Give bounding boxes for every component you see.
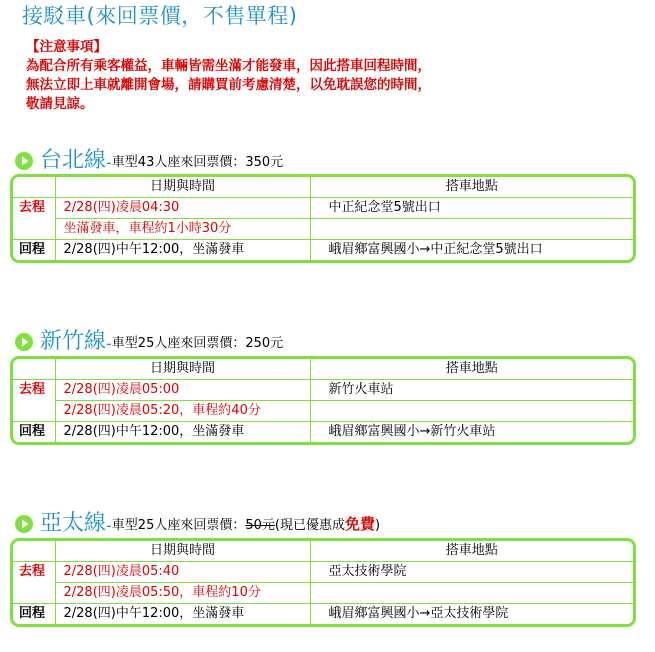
- return-label: 回程: [19, 606, 46, 621]
- route-price-info: [112, 513, 380, 537]
- price-prefix: 車型25人座來回票價：: [111, 518, 246, 533]
- notice-line: 無法立即上車就離開會場，請購買前考慮清楚，以免耽誤您的時間，: [26, 77, 431, 93]
- return-time: 2/28(四)中午12:00，坐滿發車: [55, 604, 310, 625]
- return-time: 2/28(四)中午12:00，坐滿發車: [55, 240, 310, 261]
- header-location: 搭車地點: [310, 541, 633, 562]
- return-label: 回程: [19, 242, 46, 257]
- route-name: 亞太線: [40, 511, 107, 536]
- outbound-label: 去程: [13, 380, 55, 422]
- route-price-info: 車型25人座來回票價：250元: [111, 336, 284, 351]
- header-datetime: 日期與時間: [55, 359, 310, 380]
- price-note-close: ): [374, 518, 381, 533]
- outbound-time-note: 2/28(四)凌晨05:20，車程約40分: [55, 401, 310, 422]
- header-datetime: 日期與時間: [55, 177, 310, 198]
- outbound-location: 新竹火車站: [310, 380, 633, 401]
- route-play-icon: [14, 151, 34, 171]
- free-badge: 免費: [344, 515, 375, 533]
- return-time: 2/28(四)中午12:00，坐滿發車: [55, 422, 310, 443]
- route-table-taipei: [10, 174, 636, 263]
- outbound-label: 去程: [13, 198, 55, 240]
- outbound-time-note: 2/28(四)凌晨05:50，車程約10分: [55, 583, 310, 604]
- notice-line: 敬請見諒。: [26, 96, 94, 112]
- outbound-time: 2/28(四)凌晨05:00: [55, 380, 310, 401]
- header-datetime: 日期與時間: [55, 541, 310, 562]
- page-title: 接駁車(來回票價，不售單程): [22, 4, 298, 28]
- route-dash: -: [106, 153, 112, 172]
- outbound-location: [310, 401, 633, 422]
- route-table-hsinchu: [10, 356, 636, 445]
- route-header-asia-pacific: [14, 507, 380, 537]
- outbound-label: 去程: [13, 562, 55, 604]
- route-play-icon: [14, 332, 34, 352]
- route-name: 新竹線: [40, 329, 107, 354]
- return-location: 峨眉鄉富興國小→亞太技術學院: [310, 604, 633, 625]
- route-name: 台北線: [40, 148, 107, 173]
- outbound-location: [310, 219, 633, 240]
- route-header-hsinchu: [14, 325, 283, 355]
- route-header-taipei: [14, 144, 283, 174]
- route-play-icon: [14, 514, 34, 534]
- notice-heading: 【注意事項】: [26, 39, 107, 55]
- outbound-time: 2/28(四)凌晨05:40: [55, 562, 310, 583]
- header-location: 搭車地點: [310, 359, 633, 380]
- route-dash: -: [106, 334, 112, 353]
- notice-line: 為配合所有乘客權益，車輛皆需坐滿才能發車，因此搭車回程時間，: [26, 58, 431, 74]
- outbound-location: 中正紀念堂5號出口: [310, 198, 633, 219]
- notice: [26, 38, 431, 114]
- return-location: 峨眉鄉富興國小→中正紀念堂5號出口: [310, 240, 633, 261]
- route-price-info: 車型43人座來回票價：350元: [111, 155, 284, 170]
- outbound-time-note: 坐滿發車，車程約1小時30分: [55, 219, 310, 240]
- return-location: 峨眉鄉富興國小→新竹火車站: [310, 422, 633, 443]
- route-table-asia-pacific: [10, 538, 636, 627]
- outbound-time: 2/28(四)凌晨04:30: [55, 198, 310, 219]
- return-label: 回程: [19, 424, 46, 439]
- price-note-open: (現已優惠成: [274, 518, 345, 533]
- route-dash: -: [106, 516, 112, 535]
- outbound-location: [310, 583, 633, 604]
- old-price: 50元: [245, 518, 275, 533]
- header-location: 搭車地點: [310, 177, 633, 198]
- outbound-location: 亞太技術學院: [310, 562, 633, 583]
